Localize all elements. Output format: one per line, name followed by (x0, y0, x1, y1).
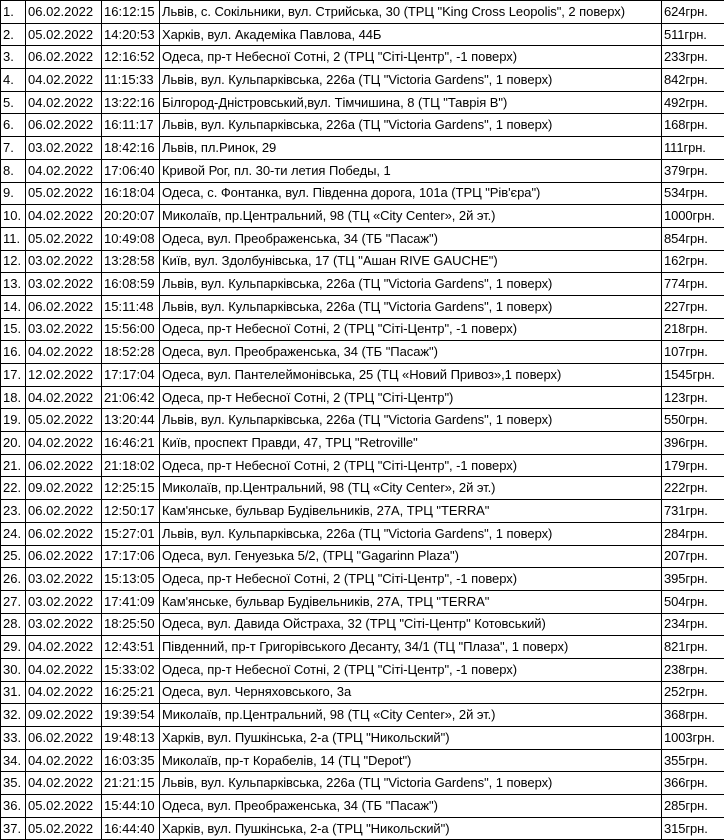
row-address: Миколаїв, пр.Центральний, 98 (ТЦ «City Center», 2й эт.) (160, 205, 662, 228)
row-time: 12:43:51 (102, 636, 160, 659)
row-date: 05.02.2022 (26, 795, 102, 818)
row-date: 06.02.2022 (26, 1, 102, 24)
table-row (1, 386, 724, 409)
row-date: 05.02.2022 (26, 23, 102, 46)
row-date: 04.02.2022 (26, 386, 102, 409)
table-row (1, 749, 724, 772)
row-date: 06.02.2022 (26, 114, 102, 137)
row-time: 16:46:21 (102, 432, 160, 455)
table-row (1, 704, 724, 727)
row-amount: 368грн. (662, 704, 724, 727)
row-number: 36. (1, 795, 26, 818)
row-address: Львів, вул. Кульпарківська, 226а (ТЦ "Victoria Gardens", 1 поверх) (160, 69, 662, 92)
row-amount: 107грн. (662, 341, 724, 364)
row-address: Львів, вул. Кульпарківська, 226а (ТЦ "Victoria Gardens", 1 поверх) (160, 114, 662, 137)
receipts-table-body (1, 1, 724, 840)
table-row (1, 522, 724, 545)
row-number: 8. (1, 159, 26, 182)
row-date: 04.02.2022 (26, 69, 102, 92)
row-date: 09.02.2022 (26, 704, 102, 727)
row-number: 16. (1, 341, 26, 364)
row-time: 16:03:35 (102, 749, 160, 772)
row-address: Південний, пр-т Григорівського Десанту, 34/1 (ТЦ "Плаза", 1 поверх) (160, 636, 662, 659)
row-time: 15:33:02 (102, 658, 160, 681)
row-number: 28. (1, 613, 26, 636)
row-number: 14. (1, 295, 26, 318)
row-time: 17:41:09 (102, 590, 160, 613)
row-amount: 504грн. (662, 590, 724, 613)
row-address: Львів, вул. Кульпарківська, 226а (ТЦ "Victoria Gardens", 1 поверх) (160, 273, 662, 296)
row-date: 04.02.2022 (26, 205, 102, 228)
row-number: 6. (1, 114, 26, 137)
row-amount: 492грн. (662, 91, 724, 114)
row-number: 18. (1, 386, 26, 409)
row-date: 04.02.2022 (26, 432, 102, 455)
row-number: 21. (1, 454, 26, 477)
row-number: 27. (1, 590, 26, 613)
table-row (1, 295, 724, 318)
row-time: 16:44:40 (102, 817, 160, 840)
row-date: 04.02.2022 (26, 91, 102, 114)
row-date: 04.02.2022 (26, 749, 102, 772)
row-address: Одеса, вул. Генуезька 5/2, (ТРЦ "Gagarinn Plaza") (160, 545, 662, 568)
row-date: 03.02.2022 (26, 318, 102, 341)
row-date: 04.02.2022 (26, 341, 102, 364)
row-address: Одеса, с. Фонтанка, вул. Південна дорога, 101а (ТРЦ "Рів'єра") (160, 182, 662, 205)
table-row (1, 1, 724, 24)
row-amount: 234грн. (662, 613, 724, 636)
row-amount: 233грн. (662, 46, 724, 69)
row-address: Львів, вул. Кульпарківська, 226а (ТЦ "Victoria Gardens", 1 поверх) (160, 522, 662, 545)
row-date: 03.02.2022 (26, 250, 102, 273)
row-time: 12:25:15 (102, 477, 160, 500)
row-address: Білгород-Дністровський,вул. Тімчишина, 8 (ТЦ "Таврія В") (160, 91, 662, 114)
row-number: 24. (1, 522, 26, 545)
table-row (1, 114, 724, 137)
table-row (1, 477, 724, 500)
row-number: 30. (1, 658, 26, 681)
row-time: 10:49:08 (102, 227, 160, 250)
table-row (1, 636, 724, 659)
row-time: 19:48:13 (102, 727, 160, 750)
row-address: Кривой Рог, пл. 30-ти летия Победы, 1 (160, 159, 662, 182)
row-address: Одеса, вул. Черняховського, 3а (160, 681, 662, 704)
table-row (1, 46, 724, 69)
row-amount: 168грн. (662, 114, 724, 137)
row-number: 13. (1, 273, 26, 296)
row-date: 06.02.2022 (26, 545, 102, 568)
row-number: 15. (1, 318, 26, 341)
row-amount: 252грн. (662, 681, 724, 704)
row-time: 12:50:17 (102, 500, 160, 523)
table-row (1, 182, 724, 205)
row-time: 20:20:07 (102, 205, 160, 228)
row-address: Харків, вул. Пушкінська, 2-а (ТРЦ "Никольский") (160, 817, 662, 840)
row-number: 17. (1, 364, 26, 387)
row-number: 35. (1, 772, 26, 795)
row-number: 37. (1, 817, 26, 840)
table-row (1, 772, 724, 795)
row-number: 20. (1, 432, 26, 455)
row-amount: 511грн. (662, 23, 724, 46)
row-date: 04.02.2022 (26, 681, 102, 704)
row-amount: 123грн. (662, 386, 724, 409)
row-address: Харків, вул. Пушкінська, 2-а (ТРЦ "Никольский") (160, 727, 662, 750)
table-row (1, 613, 724, 636)
row-number: 34. (1, 749, 26, 772)
row-time: 15:11:48 (102, 295, 160, 318)
row-time: 16:12:15 (102, 1, 160, 24)
row-time: 15:56:00 (102, 318, 160, 341)
row-number: 9. (1, 182, 26, 205)
row-address: Одеса, пр-т Небесної Сотні, 2 (ТРЦ "Сіті-Центр", -1 поверх) (160, 46, 662, 69)
row-amount: 395грн. (662, 568, 724, 591)
row-amount: 1545грн. (662, 364, 724, 387)
table-row (1, 681, 724, 704)
row-time: 18:42:16 (102, 137, 160, 160)
row-number: 1. (1, 1, 26, 24)
row-amount: 366грн. (662, 772, 724, 795)
row-address: Одеса, пр-т Небесної Сотні, 2 (ТРЦ "Сіті-Центр", -1 поверх) (160, 318, 662, 341)
row-address: Львів, пл.Ринок, 29 (160, 137, 662, 160)
table-row (1, 205, 724, 228)
row-time: 13:20:44 (102, 409, 160, 432)
row-date: 06.02.2022 (26, 46, 102, 69)
row-amount: 1003грн. (662, 727, 724, 750)
row-amount: 534грн. (662, 182, 724, 205)
row-address: Кам'янське, бульвар Будівельників, 27А, ТРЦ "TERRA" (160, 590, 662, 613)
table-row (1, 454, 724, 477)
row-time: 16:08:59 (102, 273, 160, 296)
row-number: 26. (1, 568, 26, 591)
row-time: 15:13:05 (102, 568, 160, 591)
row-date: 12.02.2022 (26, 364, 102, 387)
row-time: 16:11:17 (102, 114, 160, 137)
row-time: 13:22:16 (102, 91, 160, 114)
row-address: Одеса, пр-т Небесної Сотні, 2 (ТРЦ "Сіті-Центр", -1 поверх) (160, 454, 662, 477)
row-amount: 218грн. (662, 318, 724, 341)
row-date: 04.02.2022 (26, 159, 102, 182)
row-address: Львів, вул. Кульпарківська, 226а (ТЦ "Victoria Gardens", 1 поверх) (160, 409, 662, 432)
table-row (1, 568, 724, 591)
row-number: 2. (1, 23, 26, 46)
row-date: 05.02.2022 (26, 817, 102, 840)
row-time: 15:44:10 (102, 795, 160, 818)
row-time: 19:39:54 (102, 704, 160, 727)
row-time: 11:15:33 (102, 69, 160, 92)
row-amount: 550грн. (662, 409, 724, 432)
row-number: 22. (1, 477, 26, 500)
row-date: 06.02.2022 (26, 522, 102, 545)
table-row (1, 23, 724, 46)
row-date: 03.02.2022 (26, 137, 102, 160)
row-address: Харків, вул. Академіка Павлова, 44Б (160, 23, 662, 46)
row-amount: 842грн. (662, 69, 724, 92)
row-amount: 774грн. (662, 273, 724, 296)
row-date: 06.02.2022 (26, 454, 102, 477)
row-time: 17:06:40 (102, 159, 160, 182)
row-time: 18:52:28 (102, 341, 160, 364)
row-address: Київ, вул. Здолбунівська, 17 (ТЦ "Ашан RIVE GAUCHE") (160, 250, 662, 273)
row-time: 17:17:04 (102, 364, 160, 387)
row-address: Одеса, вул. Давида Ойстраха, 32 (ТРЦ "Сіті-Центр" Котовський) (160, 613, 662, 636)
row-time: 16:18:04 (102, 182, 160, 205)
row-address: Одеса, вул. Пантелеймонівська, 25 (ТЦ «Новий Привоз»,1 поверх) (160, 364, 662, 387)
row-address: Миколаїв, пр-т Корабелів, 14 (ТЦ "Depot") (160, 749, 662, 772)
table-row (1, 409, 724, 432)
table-row (1, 91, 724, 114)
row-number: 11. (1, 227, 26, 250)
row-date: 06.02.2022 (26, 500, 102, 523)
row-time: 21:18:02 (102, 454, 160, 477)
row-address: Миколаїв, пр.Центральний, 98 (ТЦ «City Center», 2й эт.) (160, 477, 662, 500)
row-address: Одеса, пр-т Небесної Сотні, 2 (ТРЦ "Сіті-Центр", -1 поверх) (160, 568, 662, 591)
row-address: Одеса, вул. Преображенська, 34 (ТБ "Пасаж") (160, 795, 662, 818)
table-row (1, 795, 724, 818)
row-amount: 396грн. (662, 432, 724, 455)
row-number: 4. (1, 69, 26, 92)
row-amount: 284грн. (662, 522, 724, 545)
row-amount: 731грн. (662, 500, 724, 523)
row-number: 23. (1, 500, 26, 523)
row-number: 5. (1, 91, 26, 114)
row-number: 29. (1, 636, 26, 659)
row-time: 12:16:52 (102, 46, 160, 69)
row-date: 03.02.2022 (26, 590, 102, 613)
row-time: 13:28:58 (102, 250, 160, 273)
row-date: 04.02.2022 (26, 658, 102, 681)
row-number: 33. (1, 727, 26, 750)
row-time: 15:27:01 (102, 522, 160, 545)
row-amount: 111грн. (662, 137, 724, 160)
row-date: 05.02.2022 (26, 182, 102, 205)
row-amount: 238грн. (662, 658, 724, 681)
row-number: 3. (1, 46, 26, 69)
row-address: Миколаїв, пр.Центральний, 98 (ТЦ «City Center», 2й эт.) (160, 704, 662, 727)
row-amount: 854грн. (662, 227, 724, 250)
row-date: 03.02.2022 (26, 273, 102, 296)
row-amount: 1000грн. (662, 205, 724, 228)
row-time: 14:20:53 (102, 23, 160, 46)
row-time: 21:21:15 (102, 772, 160, 795)
row-amount: 285грн. (662, 795, 724, 818)
row-number: 19. (1, 409, 26, 432)
row-date: 03.02.2022 (26, 613, 102, 636)
table-row (1, 69, 724, 92)
table-row (1, 727, 724, 750)
row-amount: 227грн. (662, 295, 724, 318)
table-row (1, 545, 724, 568)
row-address: Одеса, вул. Преображенська, 34 (ТБ "Пасаж") (160, 341, 662, 364)
table-row (1, 432, 724, 455)
row-address: Київ, проспект Правди, 47, ТРЦ "Retroville" (160, 432, 662, 455)
row-date: 04.02.2022 (26, 636, 102, 659)
row-amount: 207грн. (662, 545, 724, 568)
row-number: 7. (1, 137, 26, 160)
row-amount: 379грн. (662, 159, 724, 182)
row-address: Львів, вул. Кульпарківська, 226а (ТЦ "Victoria Gardens", 1 поверх) (160, 295, 662, 318)
row-date: 03.02.2022 (26, 568, 102, 591)
table-row (1, 817, 724, 840)
row-date: 06.02.2022 (26, 295, 102, 318)
table-row (1, 318, 724, 341)
row-date: 09.02.2022 (26, 477, 102, 500)
row-time: 16:25:21 (102, 681, 160, 704)
row-address: Львів, с. Сокільники, вул. Стрийська, 30 (ТРЦ "King Cross Leopolis", 2 поверх) (160, 1, 662, 24)
row-amount: 222грн. (662, 477, 724, 500)
row-amount: 162грн. (662, 250, 724, 273)
table-row (1, 159, 724, 182)
table-row (1, 273, 724, 296)
row-address: Кам'янське, бульвар Будівельників, 27А, ТРЦ "TERRA" (160, 500, 662, 523)
row-address: Одеса, пр-т Небесної Сотні, 2 (ТРЦ "Сіті-Центр", -1 поверх) (160, 658, 662, 681)
row-date: 05.02.2022 (26, 227, 102, 250)
row-time: 21:06:42 (102, 386, 160, 409)
row-number: 32. (1, 704, 26, 727)
table-row (1, 227, 724, 250)
row-number: 25. (1, 545, 26, 568)
table-row (1, 250, 724, 273)
table-row (1, 590, 724, 613)
row-amount: 179грн. (662, 454, 724, 477)
row-address: Львів, вул. Кульпарківська, 226а (ТЦ "Victoria Gardens", 1 поверх) (160, 772, 662, 795)
table-row (1, 658, 724, 681)
row-amount: 355грн. (662, 749, 724, 772)
row-address: Одеса, пр-т Небесної Сотні, 2 (ТРЦ "Сіті-Центр") (160, 386, 662, 409)
row-amount: 315грн. (662, 817, 724, 840)
row-time: 18:25:50 (102, 613, 160, 636)
row-date: 06.02.2022 (26, 727, 102, 750)
table-row (1, 364, 724, 387)
table-row (1, 341, 724, 364)
row-time: 17:17:06 (102, 545, 160, 568)
row-date: 04.02.2022 (26, 772, 102, 795)
row-date: 05.02.2022 (26, 409, 102, 432)
row-address: Одеса, вул. Преображенська, 34 (ТБ "Пасаж") (160, 227, 662, 250)
row-number: 31. (1, 681, 26, 704)
row-amount: 624грн. (662, 1, 724, 24)
row-number: 12. (1, 250, 26, 273)
table-row (1, 137, 724, 160)
row-number: 10. (1, 205, 26, 228)
table-row (1, 500, 724, 523)
row-amount: 821грн. (662, 636, 724, 659)
